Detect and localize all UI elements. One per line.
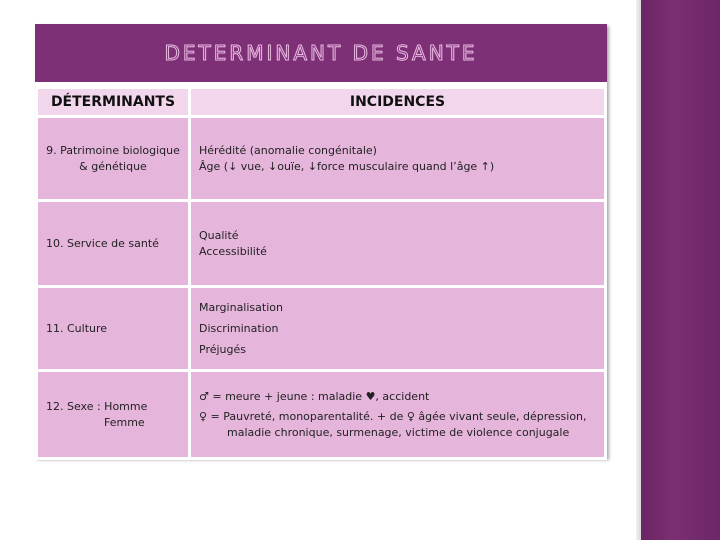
table-row <box>37 117 606 201</box>
incidence-line: Âge (↓ vue, ↓ouïe, ↓force musculaire quand l’âge ↑) <box>199 159 495 173</box>
determinant-cell <box>37 371 190 459</box>
determinant-line: 9. Patrimoine biologique <box>46 143 180 157</box>
incidence-line: Discrimination <box>199 322 279 335</box>
determinant-line: 10. Service de santé <box>46 236 159 250</box>
incidence-line: ♂ = meure + jeune : maladie ♥, accident <box>199 389 430 403</box>
incidence-line: Qualité <box>199 228 239 242</box>
incidence-line: maladie chronique, surmenage, victime de violence conjugale <box>227 425 570 439</box>
determinant-line: & génétique <box>79 159 147 173</box>
incidence-line: Accessibilité <box>199 244 267 258</box>
incidence-line: Marginalisation <box>199 301 283 314</box>
incidence-cell <box>190 371 606 459</box>
header-incidences: INCIDENCES <box>190 88 606 117</box>
slide <box>35 24 607 458</box>
slide-title: DETERMINANT DE SANTE <box>164 41 478 65</box>
determinants-table <box>35 86 607 460</box>
title-bar <box>35 24 607 82</box>
incidence-cell <box>190 117 606 201</box>
determinant-cell <box>37 117 190 201</box>
table-header-row <box>37 88 606 117</box>
side-panel-edge <box>636 0 641 540</box>
determinant-cell <box>37 201 190 287</box>
header-determinants: DÉTERMINANTS <box>37 88 190 117</box>
incidence-line: Préjugés <box>199 343 246 356</box>
determinant-line: Femme <box>104 415 145 429</box>
table-row <box>37 287 606 371</box>
determinant-cell <box>37 287 190 371</box>
incidence-line: Hérédité (anomalie congénitale) <box>199 143 377 157</box>
determinant-line: 11. Culture <box>46 321 108 335</box>
incidence-cell <box>190 201 606 287</box>
decorative-side-panel <box>641 0 720 540</box>
table-row <box>37 371 606 459</box>
table-row <box>37 201 606 287</box>
incidence-cell <box>190 287 606 371</box>
incidence-line: ♀ = Pauvreté, monoparentalité. + de ♀ âgée vivant seule, dépression, <box>199 409 587 423</box>
determinant-line: 12. Sexe : Homme <box>46 399 148 413</box>
